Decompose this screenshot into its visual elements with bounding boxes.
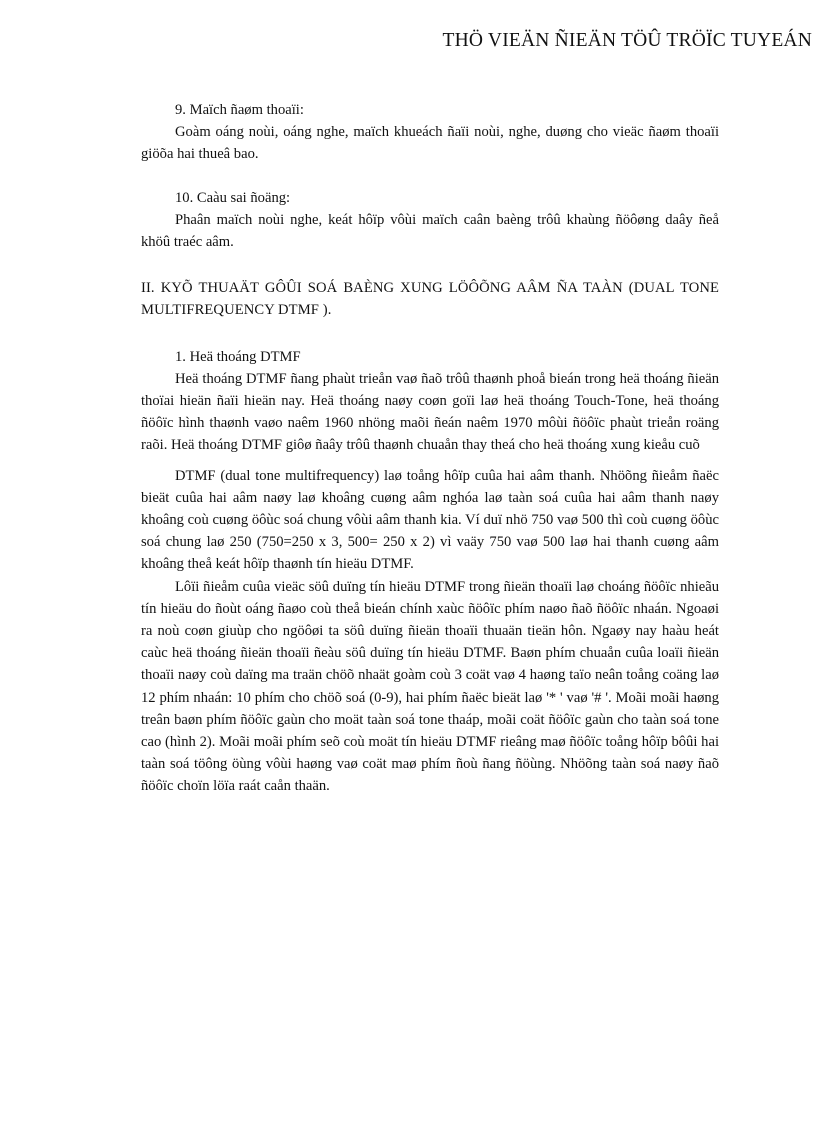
section-10-body: Phaân maïch noùi nghe, keát hôïp vôùi maïch caân baèng trôû khaùng ñöôøng daây ñeå khöû traéc aâm. [141, 211, 719, 251]
page-header: THÖ VIEÄN ÑIEÄN TÖÛ TRÖÏC TUYEÁN [442, 30, 812, 51]
section-9-title: 9. Maïch ñaøm thoaïi: [175, 102, 304, 118]
document-body [141, 99, 719, 798]
section-1-paragraph-2: DTMF (dual tone multifrequency) laø toång hôïp cuûa hai aâm thanh. Nhöõng ñieåm ñaëc bieät cuûa hai aâm naøy laø khoâng cuøng aâm nghóa laø taàn soá cuûa hai aâm thanh naøy khoâng coù cuøng öôùc soá chung vôùi aâm thanh kia. Ví duï nhö 750 vaø 500 thì coù cuøng öôùc soá chung laø 250 (750=250 x 3, 500= 250 x 2) vì vaäy 750 vaø 500 laø hai thanh cuøng aâm khoâng theå keát hôïp thaønh tín hieäu DTMF. [141, 467, 719, 573]
section-1-paragraph-1: Heä thoáng DTMF ñang phaùt trieån vaø ñaõ trôû thaønh phoå bieán trong heä thoáng ñieän thoïai hieän ñaïi hieän nay. Heä thoáng naøy coøn goïi laø heä thoáng Touch-Tone, heä thoáng ñöôïc hình thaønh vaøo naêm 1960 nhöng maõi ñeán naêm 1970 môùi ñöôïc phaùt trieån roäng raõi. Heä thoáng DTMF giôø ñaây trôû thaønh chuaån thay theá cho heä thoáng xung kieåu cuõ [141, 370, 719, 454]
section-10-title: 10. Caàu sai ñoäng: [175, 189, 291, 206]
section-9-body: Goàm oáng noùi, oáng nghe, maïch khueách ñaïi noùi, nghe, duøng cho vieäc ñaøm thoaïi giöõa hai thueâ bao. [141, 124, 719, 163]
part-2-heading: II. KYÕ THUAÄT GÔÛI SOÁ BAÈNG XUNG LÖÔÕNG AÂM ÑA TAÀN (DUAL TONE MULTIFREQUENCY DTMF ). [141, 280, 719, 319]
section-1-paragraph-3: Lôïi ñieåm cuûa vieäc söû duïng tín hieäu DTMF trong ñieän thoaïi laø choáng ñöôïc nhieãu tín hieäu do ñoùt oáng ñaøo coù theå bieán chính xaùc ñöôïc phím naøo ñaõ ñöôïc nhaán. Ngoaøi ra noù coøn giuùp cho ngöôøi ta söû duïng ñieän thoaïi thuaän tieän hôn. Ngaøy nay haàu heát caùc heä thoáng ñieän thoaïi ñeàu söû duïng tín hieäu DTMF. Baøn phím chuaån cuûa loaïi ñieän thoaïi naøy coù daïng ma traän chöõ nhaät goàm coù 3 coät vaø 4 haøng taïo neân toång coäng laø 12 phím nhaán: 10 phím cho chöõ soá (0-9), hai phím ñaëc bieät laø '* ' vaø '# '. Moãi moãi haøng treân baøn phím ñöôïc gaùn cho moät taàn soá tone thaáp, moãi coät ñöôïc gaùn cho taàn soá tone cao (hình 2). Moãi moãi phím seõ coù moät tín hieäu DTMF rieâng maø ñöôïc toång hôïp bôûi hai taàn soá töông öùng vôùi haøng vaø coät maø phím ñoù ñang ñöùng. Nhöõng taàn soá naøy ñaõ ñöôïc choïn löïa raát caån thaän. [141, 578, 719, 795]
section-1-title: 1. Heä thoáng DTMF [175, 348, 301, 365]
